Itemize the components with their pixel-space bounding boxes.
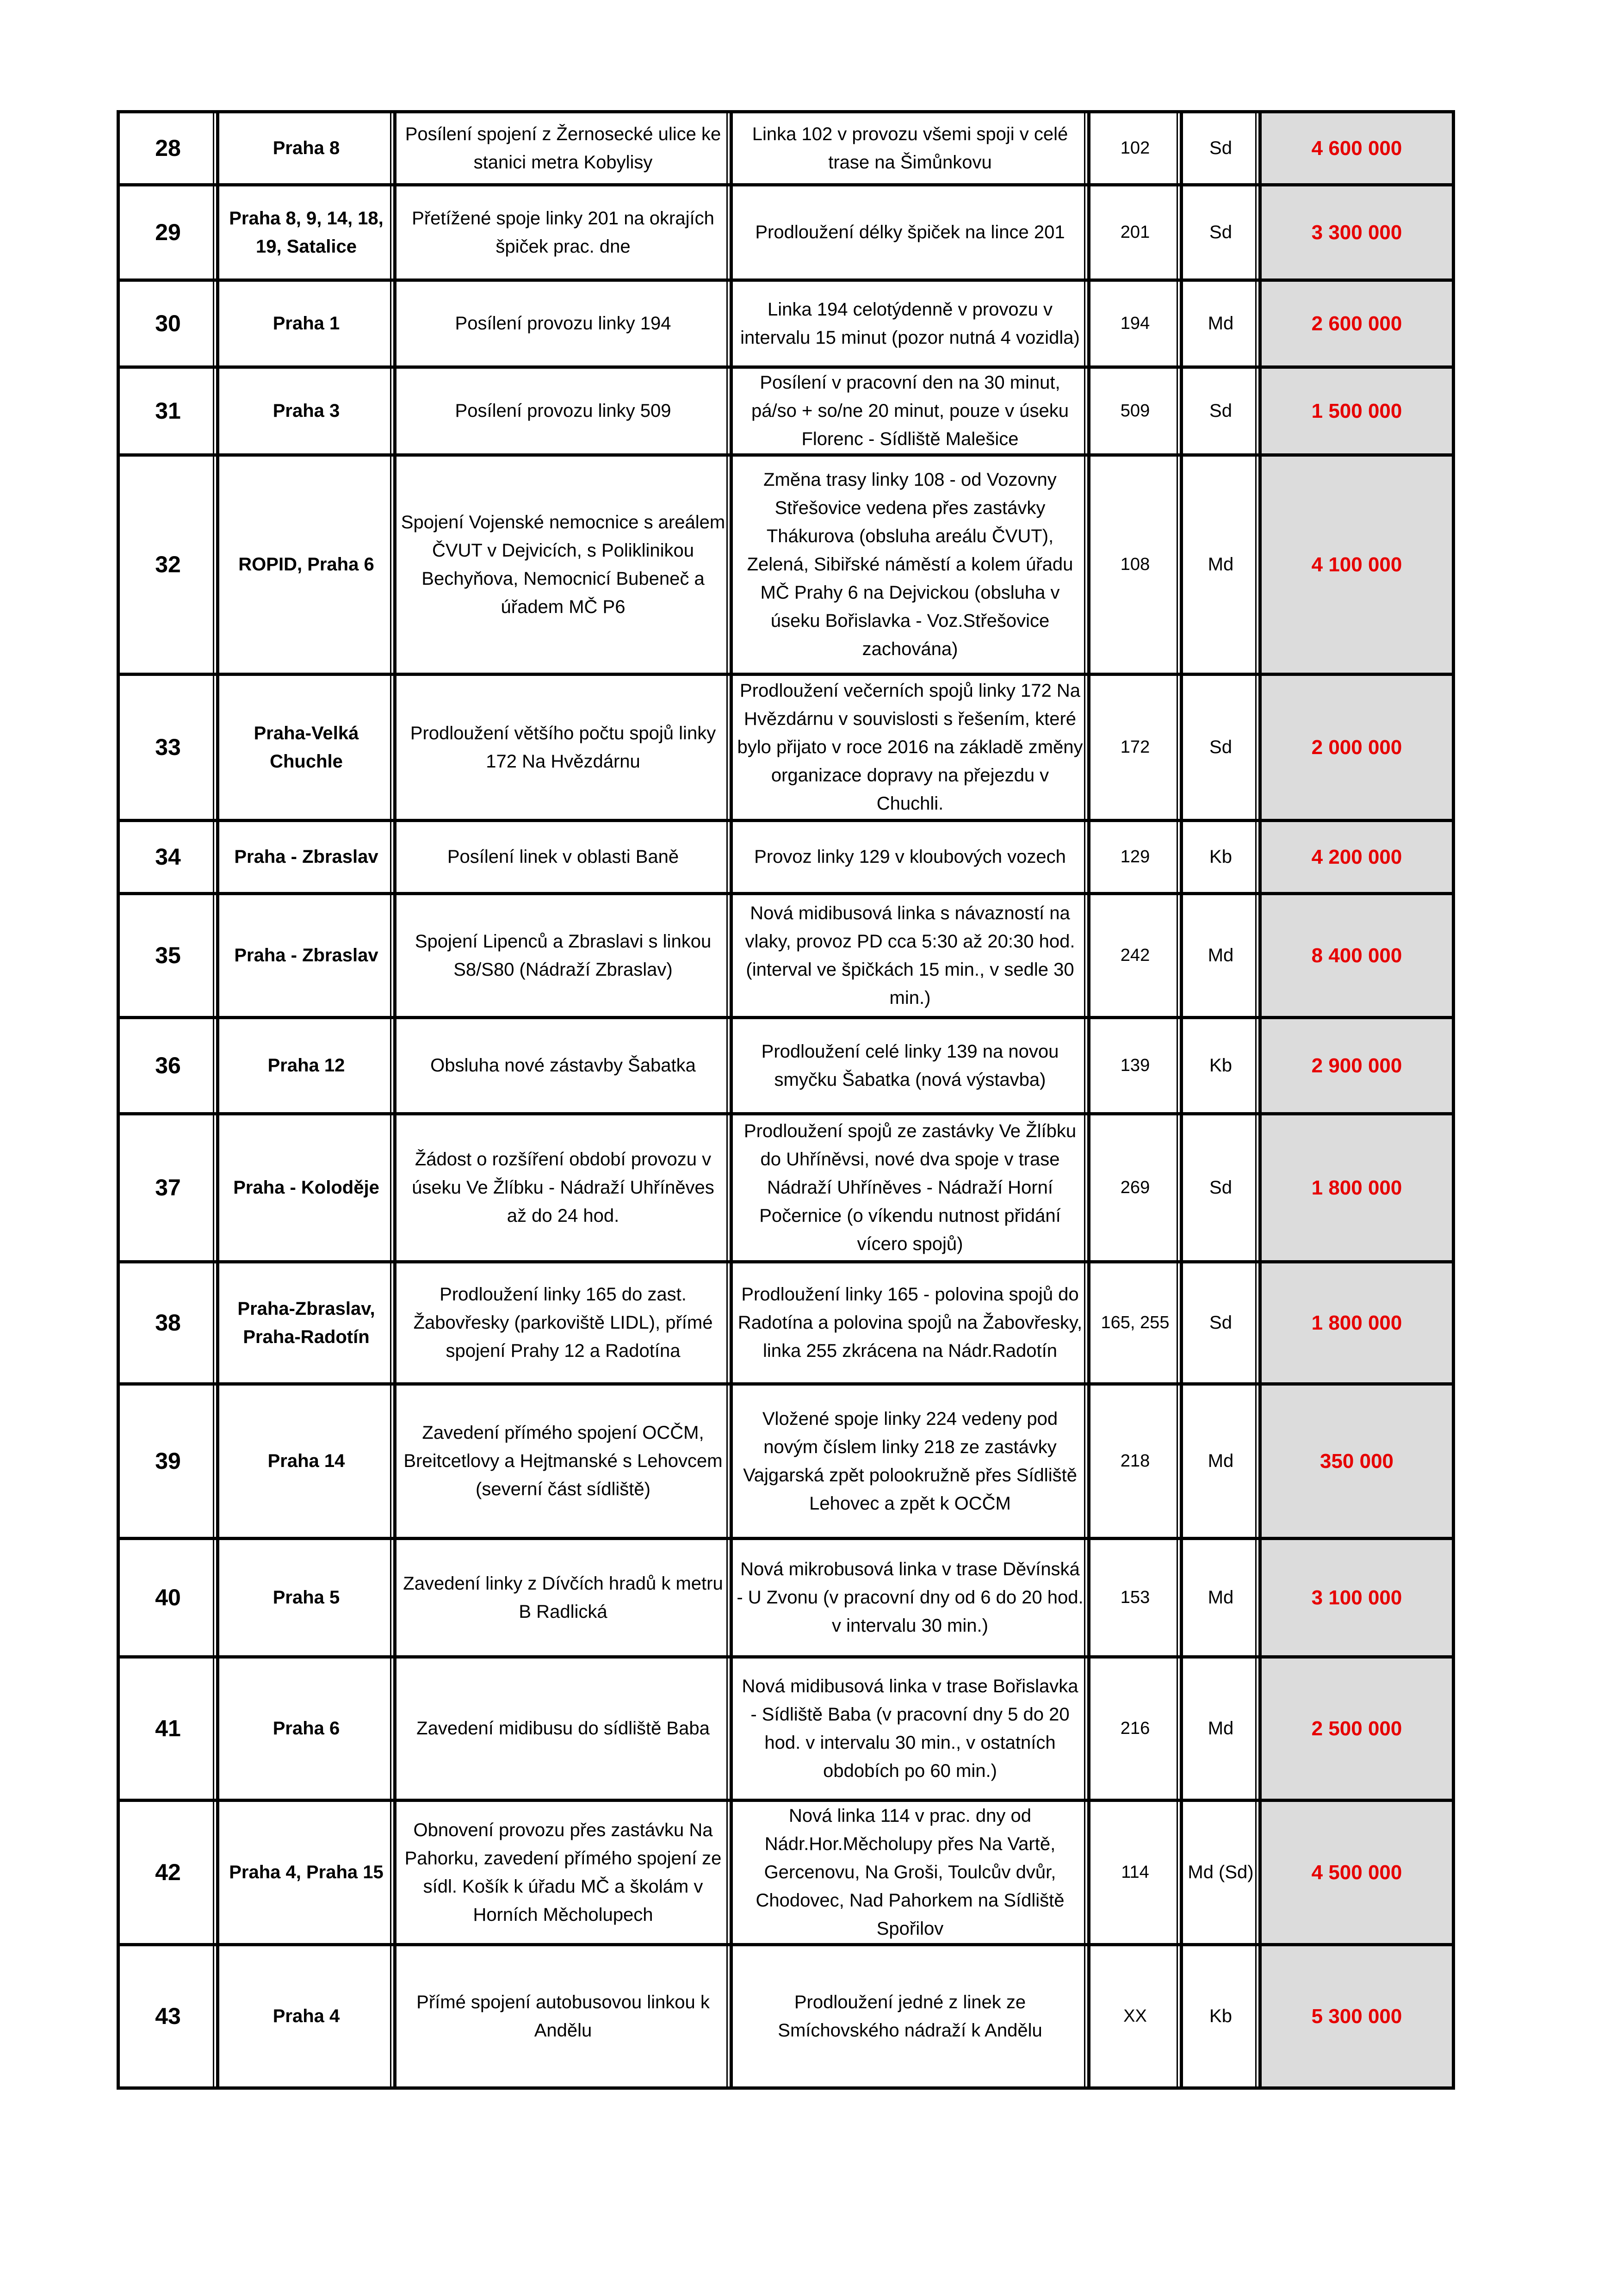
line-number-cell: 194	[1090, 282, 1183, 369]
request-cell: Přímé spojení autobusovou linkou k Andělu	[396, 1946, 733, 2090]
vehicle-type-cell: Kb	[1183, 1019, 1262, 1115]
solution-cell: Prodloužení večerních spojů linky 172 Na Hvězdárnu v souvislosti s řešením, které bylo přijato v roce 2016 na základě změny organizace dopravy na přejezdu v Chuchli.	[733, 676, 1090, 822]
cost-cell: 1 500 000	[1262, 369, 1455, 457]
vehicle-type-cell: Sd	[1183, 1115, 1262, 1263]
request-cell: Posílení spojení z Žernosecké ulice ke stanici metra Kobylisy	[396, 113, 733, 186]
request-cell: Posílení provozu linky 194	[396, 282, 733, 369]
row-number: 43	[120, 1946, 219, 2090]
district-cell: Praha 14	[219, 1386, 396, 1540]
cost-cell: 5 300 000	[1262, 1946, 1455, 2090]
request-cell: Obnovení provozu přes zastávku Na Pahorku, zavedení přímého spojení ze sídl. Košík k úřadu MČ a školám v Horních Měcholupech	[396, 1802, 733, 1946]
cost-cell: 2 900 000	[1262, 1019, 1455, 1115]
district-cell: Praha 1	[219, 282, 396, 369]
cost-cell: 4 600 000	[1262, 113, 1455, 186]
row-number: 35	[120, 895, 219, 1019]
table-row	[120, 1263, 1455, 1386]
request-cell: Posílení linek v oblasti Baně	[396, 822, 733, 895]
row-number: 41	[120, 1659, 219, 1802]
vehicle-type-cell: Kb	[1183, 822, 1262, 895]
vehicle-type-cell: Md	[1183, 1659, 1262, 1802]
vehicle-type-cell: Md (Sd)	[1183, 1802, 1262, 1946]
district-cell: Praha 8, 9, 14, 18, 19, Satalice	[219, 186, 396, 282]
request-cell: Žádost o rozšíření období provozu v úseku Ve Žlíbku - Nádraží Uhříněves až do 24 hod.	[396, 1115, 733, 1263]
cost-cell: 2 600 000	[1262, 282, 1455, 369]
solution-cell: Nová mikrobusová linka v trase Děvínská - U Zvonu (v pracovní dny od 6 do 20 hod. v intervalu 30 min.)	[733, 1540, 1090, 1659]
row-number: 32	[120, 457, 219, 676]
solution-cell: Nová midibusová linka v trase Bořislavka - Sídliště Baba (v pracovní dny 5 do 20 hod. v intervalu 30 min., v ostatních obdobích po 60 min.)	[733, 1659, 1090, 1802]
vehicle-type-cell: Sd	[1183, 113, 1262, 186]
vehicle-type-cell: Md	[1183, 895, 1262, 1019]
vehicle-type-cell: Sd	[1183, 369, 1262, 457]
district-cell: Praha - Koloděje	[219, 1115, 396, 1263]
solution-cell: Posílení v pracovní den na 30 minut, pá/so + so/ne 20 minut, pouze v úseku Florenc - Sídliště Malešice	[733, 369, 1090, 457]
row-number: 31	[120, 369, 219, 457]
row-number: 28	[120, 113, 219, 186]
request-cell: Zavedení midibusu do sídliště Baba	[396, 1659, 733, 1802]
request-cell: Prodloužení linky 165 do zast. Žabovřesky (parkoviště LIDL), přímé spojení Prahy 12 a Radotína	[396, 1263, 733, 1386]
table-row	[120, 676, 1455, 822]
vehicle-type-cell: Md	[1183, 1540, 1262, 1659]
cost-cell: 3 300 000	[1262, 186, 1455, 282]
district-cell: Praha 3	[219, 369, 396, 457]
line-number-cell: 218	[1090, 1386, 1183, 1540]
proposals-table	[117, 110, 1455, 2090]
district-cell: Praha 4, Praha 15	[219, 1802, 396, 1946]
table-row	[120, 369, 1455, 457]
table-row	[120, 1386, 1455, 1540]
vehicle-type-cell: Md	[1183, 457, 1262, 676]
solution-cell: Prodloužení celé linky 139 na novou smyčku Šabatka (nová výstavba)	[733, 1019, 1090, 1115]
district-cell: Praha 12	[219, 1019, 396, 1115]
vehicle-type-cell: Sd	[1183, 186, 1262, 282]
table-row	[120, 895, 1455, 1019]
district-cell: Praha-Zbraslav, Praha-Radotín	[219, 1263, 396, 1386]
request-cell: Přetížené spoje linky 201 na okrajích špiček prac. dne	[396, 186, 733, 282]
request-cell: Zavedení přímého spojení OCČM, Breitcetlovy a Hejtmanské s Lehovcem (severní část sídliště)	[396, 1386, 733, 1540]
cost-cell: 1 800 000	[1262, 1115, 1455, 1263]
line-number-cell: 108	[1090, 457, 1183, 676]
cost-cell: 1 800 000	[1262, 1263, 1455, 1386]
line-number-cell: 165, 255	[1090, 1263, 1183, 1386]
solution-cell: Prodloužení spojů ze zastávky Ve Žlíbku do Uhříněvsi, nové dva spoje v trase Nádraží Uhříněves - Nádraží Horní Počernice (o víkendu nutnost přidání vícero spojů)	[733, 1115, 1090, 1263]
district-cell: Praha-Velká Chuchle	[219, 676, 396, 822]
vehicle-type-cell: Kb	[1183, 1946, 1262, 2090]
district-cell: Praha - Zbraslav	[219, 895, 396, 1019]
table-row	[120, 1115, 1455, 1263]
district-cell: ROPID, Praha 6	[219, 457, 396, 676]
table-row	[120, 186, 1455, 282]
solution-cell: Prodloužení linky 165 - polovina spojů do Radotína a polovina spojů na Žabovřesky, linka 255 zkrácena na Nádr.Radotín	[733, 1263, 1090, 1386]
line-number-cell: 216	[1090, 1659, 1183, 1802]
solution-cell: Změna trasy linky 108 - od Vozovny Střešovice vedena přes zastávky Thákurova (obsluha areálu ČVUT), Zelená, Sibiřské náměstí a kolem úřadu MČ Prahy 6 na Dejvickou (obsluha v úseku Bořislavka - Voz.Střešovice zachována)	[733, 457, 1090, 676]
cost-cell: 350 000	[1262, 1386, 1455, 1540]
request-cell: Posílení provozu linky 509	[396, 369, 733, 457]
request-cell: Zavedení linky z Dívčích hradů k metru B Radlická	[396, 1540, 733, 1659]
solution-cell: Linka 102 v provozu všemi spoji v celé trase na Šimůnkovu	[733, 113, 1090, 186]
row-number: 38	[120, 1263, 219, 1386]
line-number-cell: 201	[1090, 186, 1183, 282]
solution-cell: Prodloužení jedné z linek ze Smíchovského nádraží k Andělu	[733, 1946, 1090, 2090]
table-row	[120, 457, 1455, 676]
request-cell: Obsluha nové zástavby Šabatka	[396, 1019, 733, 1115]
table-row	[120, 822, 1455, 895]
district-cell: Praha - Zbraslav	[219, 822, 396, 895]
request-cell: Spojení Vojenské nemocnice s areálem ČVUT v Dejvicích, s Poliklinikou Bechyňova, Nemocnicí Bubeneč a úřadem MČ P6	[396, 457, 733, 676]
line-number-cell: 269	[1090, 1115, 1183, 1263]
solution-cell: Prodloužení délky špiček na lince 201	[733, 186, 1090, 282]
row-number: 30	[120, 282, 219, 369]
line-number-cell: XX	[1090, 1946, 1183, 2090]
line-number-cell: 242	[1090, 895, 1183, 1019]
district-cell: Praha 6	[219, 1659, 396, 1802]
line-number-cell: 102	[1090, 113, 1183, 186]
line-number-cell: 172	[1090, 676, 1183, 822]
row-number: 37	[120, 1115, 219, 1263]
cost-cell: 2 500 000	[1262, 1659, 1455, 1802]
table-row	[120, 1802, 1455, 1946]
table-body	[120, 113, 1455, 2090]
request-cell: Prodloužení většího počtu spojů linky 172 Na Hvězdárnu	[396, 676, 733, 822]
row-number: 40	[120, 1540, 219, 1659]
solution-cell: Vložené spoje linky 224 vedeny pod novým číslem linky 218 ze zastávky Vajgarská zpět polookružně přes Sídliště Lehovec a zpět k OCČM	[733, 1386, 1090, 1540]
request-cell: Spojení Lipenců a Zbraslavi s linkou S8/S80 (Nádraží Zbraslav)	[396, 895, 733, 1019]
solution-cell: Linka 194 celotýdenně v provozu v intervalu 15 minut (pozor nutná 4 vozidla)	[733, 282, 1090, 369]
cost-cell: 3 100 000	[1262, 1540, 1455, 1659]
table-row	[120, 282, 1455, 369]
solution-cell: Provoz linky 129 v kloubových vozech	[733, 822, 1090, 895]
row-number: 36	[120, 1019, 219, 1115]
table-row	[120, 1540, 1455, 1659]
district-cell: Praha 8	[219, 113, 396, 186]
line-number-cell: 129	[1090, 822, 1183, 895]
district-cell: Praha 5	[219, 1540, 396, 1659]
cost-cell: 4 500 000	[1262, 1802, 1455, 1946]
cost-cell: 2 000 000	[1262, 676, 1455, 822]
row-number: 34	[120, 822, 219, 895]
table-row	[120, 113, 1455, 186]
row-number: 42	[120, 1802, 219, 1946]
solution-cell: Nová linka 114 v prac. dny od Nádr.Hor.Měcholupy přes Na Vartě, Gercenovu, Na Groši, Toulcův dvůr, Chodovec, Nad Pahorkem na Sídliště Spořilov	[733, 1802, 1090, 1946]
table-row	[120, 1946, 1455, 2090]
cost-cell: 4 200 000	[1262, 822, 1455, 895]
line-number-cell: 509	[1090, 369, 1183, 457]
line-number-cell: 114	[1090, 1802, 1183, 1946]
district-cell: Praha 4	[219, 1946, 396, 2090]
cost-cell: 4 100 000	[1262, 457, 1455, 676]
row-number: 39	[120, 1386, 219, 1540]
vehicle-type-cell: Md	[1183, 282, 1262, 369]
cost-cell: 8 400 000	[1262, 895, 1455, 1019]
row-number: 29	[120, 186, 219, 282]
table-row	[120, 1659, 1455, 1802]
vehicle-type-cell: Sd	[1183, 676, 1262, 822]
vehicle-type-cell: Sd	[1183, 1263, 1262, 1386]
line-number-cell: 139	[1090, 1019, 1183, 1115]
row-number: 33	[120, 676, 219, 822]
table-row	[120, 1019, 1455, 1115]
solution-cell: Nová midibusová linka s návazností na vlaky, provoz PD cca 5:30 až 20:30 hod. (interval ve špičkách 15 min., v sedle 30 min.)	[733, 895, 1090, 1019]
line-number-cell: 153	[1090, 1540, 1183, 1659]
vehicle-type-cell: Md	[1183, 1386, 1262, 1540]
